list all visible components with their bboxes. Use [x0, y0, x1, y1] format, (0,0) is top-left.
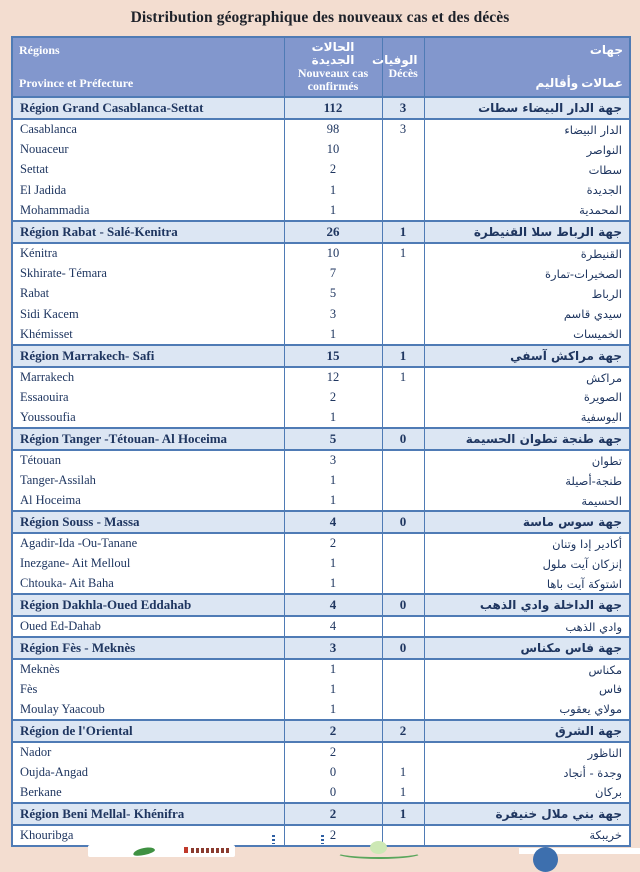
deaths-value: 1 — [382, 762, 424, 782]
table-row-province — [12, 783, 630, 803]
province-name-fr: Rabat — [12, 284, 284, 304]
province-name-ar: أكادير إدا وتنان — [424, 533, 630, 553]
cases-value: 2 — [284, 160, 382, 180]
province-name-fr: Chtouka- Ait Baha — [12, 574, 284, 594]
table-row-province — [12, 139, 630, 159]
table-row-province — [12, 616, 630, 636]
province-name-fr: Fès — [12, 679, 284, 699]
table-row-province — [12, 263, 630, 283]
cases-value: 1 — [284, 180, 382, 200]
header-new-cases-ar: الحالات الجديدة — [311, 40, 355, 67]
province-name-ar: اليوسفية — [424, 408, 630, 428]
deaths-value: 3 — [382, 119, 424, 139]
deaths-value — [382, 325, 424, 345]
region-name-ar: جهة الدار البيضاء سطات — [424, 97, 630, 119]
province-name-fr: Meknès — [12, 659, 284, 679]
province-name-ar: إنزكان آيت ملول — [424, 554, 630, 574]
table-row-region — [12, 594, 630, 616]
cases-value: 1 — [284, 201, 382, 221]
province-name-ar: الناظور — [424, 742, 630, 762]
logo-dots-icon — [272, 835, 275, 844]
province-name-ar: مولاي يعقوب — [424, 700, 630, 720]
cases-value: 1 — [284, 408, 382, 428]
cases-value: 1 — [284, 491, 382, 511]
table-row-province — [12, 554, 630, 574]
province-name-ar: خريبكة — [424, 825, 630, 845]
cases-value: 4 — [284, 616, 382, 636]
deaths-value — [382, 616, 424, 636]
province-name-fr: Berkane — [12, 783, 284, 803]
cases-value: 3 — [284, 304, 382, 324]
province-name-fr: Oujda-Angad — [12, 762, 284, 782]
province-name-ar: الصخيرات-تمارة — [424, 263, 630, 283]
province-name-ar: وجدة - أنجاد — [424, 762, 630, 782]
province-name-ar: الجديدة — [424, 180, 630, 200]
province-name-fr: Skhirate- Témara — [12, 263, 284, 283]
cases-value: 1 — [284, 700, 382, 720]
table-row-province — [12, 659, 630, 679]
cases-value: 4 — [284, 511, 382, 533]
table-row-province — [12, 762, 630, 782]
province-name-ar: سطات — [424, 160, 630, 180]
table-row-province — [12, 367, 630, 387]
covid-distribution-table — [11, 36, 631, 847]
cases-value: 2 — [284, 742, 382, 762]
region-name-fr: Région Rabat - Salé-Kenitra — [12, 221, 284, 243]
province-name-fr: Settat — [12, 160, 284, 180]
province-name-fr: Sidi Kacem — [12, 304, 284, 324]
green-swoosh-logo-icon — [336, 841, 422, 854]
table-row-province — [12, 180, 630, 200]
region-name-ar: جهة الرباط سلا القنيطرة — [424, 221, 630, 243]
table-row-province — [12, 243, 630, 263]
deaths-value: 1 — [382, 367, 424, 387]
cases-value: 98 — [284, 119, 382, 139]
table-row-province — [12, 491, 630, 511]
table-row-province — [12, 450, 630, 470]
province-name-fr: Oued Ed-Dahab — [12, 616, 284, 636]
table-row-region — [12, 345, 630, 367]
province-name-fr: Inezgane- Ait Melloul — [12, 554, 284, 574]
cases-value: 2 — [284, 825, 382, 845]
table-row-province — [12, 304, 630, 324]
region-name-fr: Région Beni Mellal- Khénifra — [12, 803, 284, 825]
deaths-value: 2 — [382, 720, 424, 742]
header-regions-line2: Province et Préfecture — [19, 76, 134, 90]
deaths-value — [382, 139, 424, 159]
province-name-ar: وادي الذهب — [424, 616, 630, 636]
deaths-value — [382, 180, 424, 200]
deaths-value: 1 — [382, 221, 424, 243]
cases-value: 1 — [284, 574, 382, 594]
province-name-ar: القنيطرة — [424, 243, 630, 263]
cases-value: 0 — [284, 783, 382, 803]
region-name-fr: Région Souss - Massa — [12, 511, 284, 533]
table-row-province — [12, 201, 630, 221]
table-row-province — [12, 119, 630, 139]
deaths-value — [382, 533, 424, 553]
table-row-province — [12, 325, 630, 345]
table-row-region — [12, 720, 630, 742]
header-deaths-ar: الوفيات — [372, 53, 418, 67]
province-name-fr: Al Hoceima — [12, 491, 284, 511]
cases-value: 2 — [284, 720, 382, 742]
province-name-ar: الحسيمة — [424, 491, 630, 511]
province-name-ar: الرباط — [424, 284, 630, 304]
province-name-ar: طنجة-أصيلة — [424, 470, 630, 490]
deaths-value — [382, 574, 424, 594]
region-name-fr: Région Tanger -Tétouan- Al Hoceima — [12, 428, 284, 450]
table-header-row — [12, 37, 630, 97]
table-body — [12, 97, 630, 846]
cases-value: 5 — [284, 428, 382, 450]
deaths-value — [382, 304, 424, 324]
deaths-value — [382, 679, 424, 699]
province-name-fr: Khémisset — [12, 325, 284, 345]
deaths-value — [382, 659, 424, 679]
cases-value: 26 — [284, 221, 382, 243]
region-name-ar: جهة سوس ماسة — [424, 511, 630, 533]
table-row-region — [12, 97, 630, 119]
province-name-ar: المحمدية — [424, 201, 630, 221]
province-name-fr: Nouaceur — [12, 139, 284, 159]
region-name-ar: جهة طنجة تطوان الحسيمة — [424, 428, 630, 450]
province-name-fr: Moulay Yaacoub — [12, 700, 284, 720]
region-name-fr: Région Marrakech- Safi — [12, 345, 284, 367]
red-mark-icon — [184, 847, 188, 853]
cases-value: 10 — [284, 243, 382, 263]
region-name-ar: جهة مراكش آسفي — [424, 345, 630, 367]
province-name-ar: اشتوكة آيت باها — [424, 574, 630, 594]
province-name-ar: الخميسات — [424, 325, 630, 345]
table-row-province — [12, 387, 630, 407]
header-new-cases-fr: Nouveaux cas confirmés — [297, 66, 369, 93]
province-name-fr: Tétouan — [12, 450, 284, 470]
deaths-value: 3 — [382, 97, 424, 119]
region-name-ar: جهة الشرق — [424, 720, 630, 742]
province-name-ar: النواصر — [424, 139, 630, 159]
deaths-value: 1 — [382, 345, 424, 367]
deaths-value — [382, 470, 424, 490]
region-name-fr: Région Dakhla-Oued Eddahab — [12, 594, 284, 616]
table-row-province — [12, 284, 630, 304]
province-name-fr: Tanger-Assilah — [12, 470, 284, 490]
province-name-ar: تطوان — [424, 450, 630, 470]
province-name-fr: Marrakech — [12, 367, 284, 387]
region-name-fr: Région Grand Casablanca-Settat — [12, 97, 284, 119]
deaths-value — [382, 408, 424, 428]
deaths-value — [382, 201, 424, 221]
deaths-value — [382, 554, 424, 574]
header-deaths-fr: Décès — [388, 66, 418, 80]
cases-value: 7 — [284, 263, 382, 283]
deaths-value — [382, 700, 424, 720]
deaths-value — [382, 284, 424, 304]
cases-value: 5 — [284, 284, 382, 304]
region-name-ar: جهة بني ملال خنيفرة — [424, 803, 630, 825]
deaths-value — [382, 160, 424, 180]
deaths-value: 0 — [382, 594, 424, 616]
green-arc-icon — [336, 847, 422, 859]
deaths-value: 0 — [382, 637, 424, 659]
table-row-region — [12, 428, 630, 450]
table-row-province — [12, 742, 630, 762]
province-name-fr: Youssoufia — [12, 408, 284, 428]
table-row-province — [12, 574, 630, 594]
header-regions-ar-line1: جهات — [589, 43, 623, 57]
deaths-value — [382, 450, 424, 470]
page-title: Distribution géographique des nouveaux cas et des décès — [130, 9, 510, 26]
table-row-province — [12, 160, 630, 180]
cases-value: 3 — [284, 637, 382, 659]
cases-value: 1 — [284, 659, 382, 679]
table-row-province — [12, 700, 630, 720]
deaths-value: 1 — [382, 783, 424, 803]
header-deaths — [372, 37, 424, 97]
region-name-ar: جهة فاس مكناس — [424, 637, 630, 659]
deaths-value: 1 — [382, 803, 424, 825]
province-name-fr: El Jadida — [12, 180, 284, 200]
province-name-ar: مكناس — [424, 659, 630, 679]
table-row-province — [12, 470, 630, 490]
province-name-ar: سيدي قاسم — [424, 304, 630, 324]
province-name-fr: Nador — [12, 742, 284, 762]
cases-value: 112 — [284, 97, 382, 119]
header-regions-line1: Régions — [19, 43, 60, 57]
cases-value: 4 — [284, 594, 382, 616]
header-regions-ar-line2: عمالات وأقاليم — [535, 76, 623, 90]
province-name-fr: Casablanca — [12, 119, 284, 139]
cases-value: 12 — [284, 367, 382, 387]
province-name-ar: مراكش — [424, 367, 630, 387]
table-row-province — [12, 408, 630, 428]
cases-value: 3 — [284, 450, 382, 470]
region-name-fr: Région de l'Oriental — [12, 720, 284, 742]
cases-value: 15 — [284, 345, 382, 367]
cases-value: 1 — [284, 470, 382, 490]
deaths-value — [382, 491, 424, 511]
province-name-ar: فاس — [424, 679, 630, 699]
cases-value: 2 — [284, 387, 382, 407]
table-row-province — [12, 533, 630, 553]
table-row-region — [12, 803, 630, 825]
cases-value: 1 — [284, 325, 382, 345]
deaths-value — [382, 387, 424, 407]
table-row-province — [12, 679, 630, 699]
logo-caption-lines — [191, 848, 229, 853]
cases-value: 1 — [284, 679, 382, 699]
header-regions-ar — [424, 37, 630, 97]
cases-value: 2 — [284, 803, 382, 825]
deaths-value: 1 — [382, 243, 424, 263]
cases-value: 2 — [284, 533, 382, 553]
ministry-leaf-logo-icon — [88, 845, 235, 857]
cases-value: 0 — [284, 762, 382, 782]
cases-value: 10 — [284, 139, 382, 159]
province-name-fr: Khouribga — [12, 825, 284, 845]
province-name-ar: بركان — [424, 783, 630, 803]
logo-dots-icon — [321, 835, 324, 844]
table-row-region — [12, 511, 630, 533]
cases-value: 1 — [284, 554, 382, 574]
header-regions-fr — [12, 37, 284, 97]
header-new-cases — [284, 37, 382, 97]
deaths-value: 0 — [382, 511, 424, 533]
deaths-value: 0 — [382, 428, 424, 450]
blue-circle-logo-icon — [533, 847, 558, 872]
deaths-value — [382, 742, 424, 762]
table-row-region — [12, 637, 630, 659]
province-name-fr: Agadir-Ida -Ou-Tanane — [12, 533, 284, 553]
region-name-fr: Région Fès - Meknès — [12, 637, 284, 659]
province-name-ar: الصويرة — [424, 387, 630, 407]
deaths-value — [382, 263, 424, 283]
footer-logos-strip — [0, 841, 640, 854]
province-name-fr: Kénitra — [12, 243, 284, 263]
table-row-region — [12, 221, 630, 243]
region-name-ar: جهة الداخلة وادي الذهب — [424, 594, 630, 616]
province-name-fr: Essaouira — [12, 387, 284, 407]
province-name-fr: Mohammadia — [12, 201, 284, 221]
leaf-icon — [133, 846, 156, 857]
province-name-ar: الدار البيضاء — [424, 119, 630, 139]
